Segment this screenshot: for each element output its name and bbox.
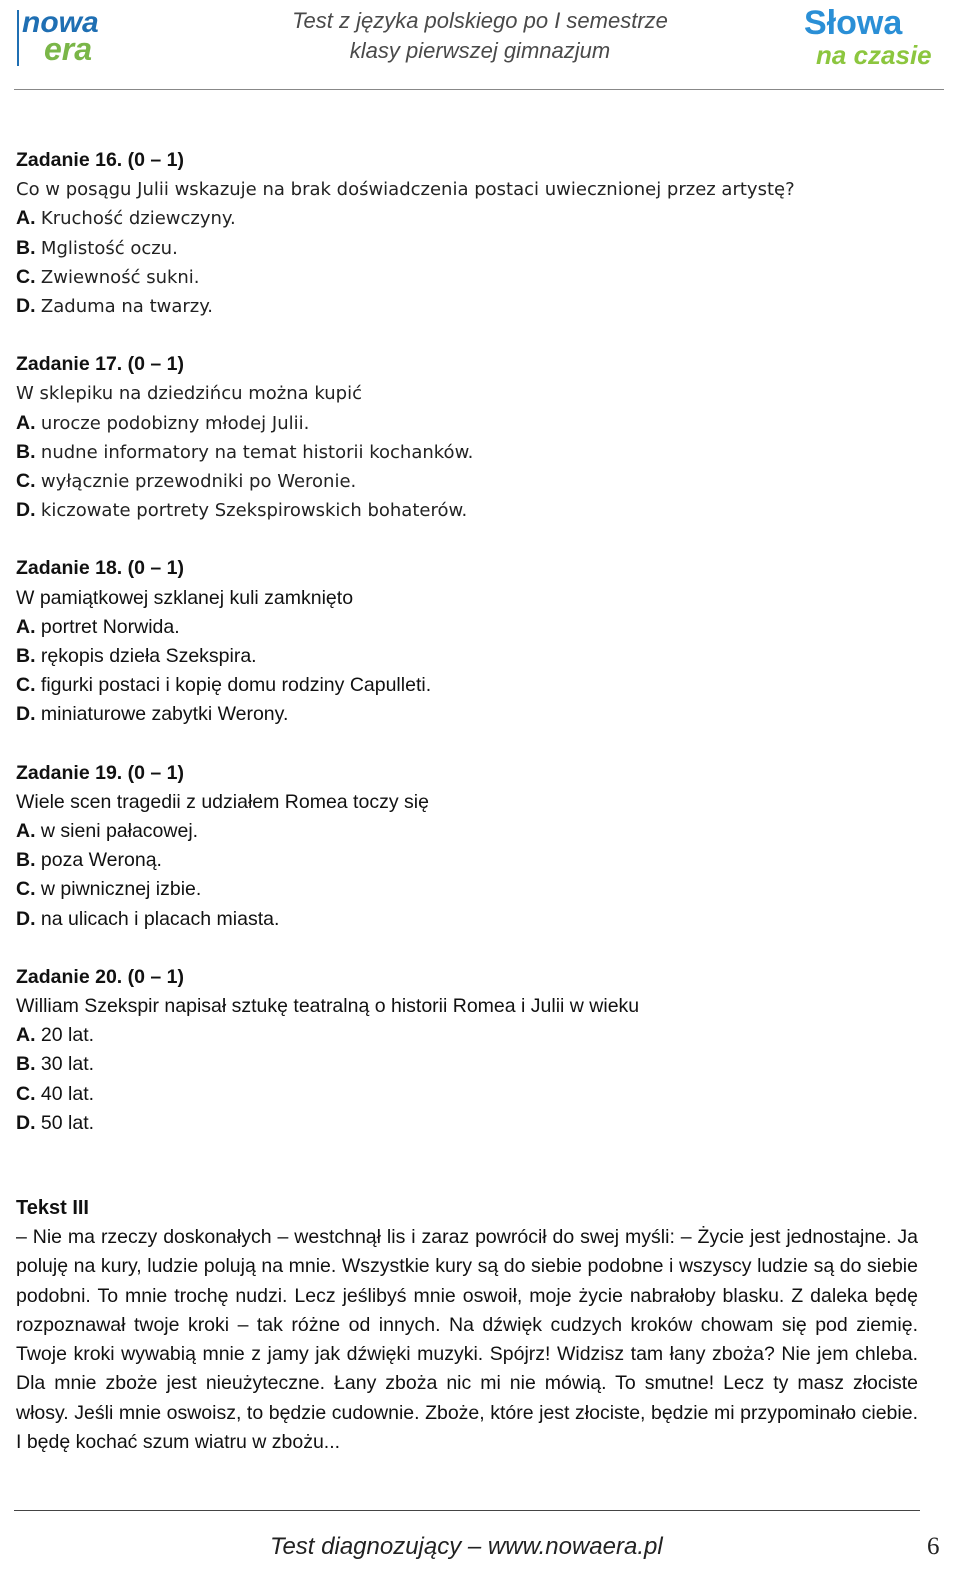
answer-option-text: w piwnicznej izbie. bbox=[40, 878, 202, 901]
answer-option-key: C. bbox=[16, 878, 36, 901]
page-header bbox=[0, 0, 960, 92]
task-question: Co w posągu Julii wskazuje na brak doświadczenia postaci uwiecznionej przez artystę? bbox=[16, 179, 795, 201]
svg-text:era: era bbox=[44, 31, 93, 67]
svg-text:Słowa: Słowa bbox=[804, 4, 903, 42]
answer-option bbox=[16, 292, 936, 321]
answer-option bbox=[16, 817, 936, 846]
answer-option-text: poza Weroną. bbox=[40, 849, 162, 872]
task-title: Zadanie 19. (0 – 1) bbox=[16, 761, 184, 784]
tasks-list bbox=[16, 146, 936, 1167]
task-title: Zadanie 16. (0 – 1) bbox=[16, 149, 184, 171]
answer-option-key: D. bbox=[16, 907, 36, 930]
svg-text:na czasie: na czasie bbox=[816, 40, 932, 70]
answer-option-key: D. bbox=[16, 295, 36, 318]
answer-option-key: A. bbox=[16, 820, 36, 843]
answer-option-key: B. bbox=[16, 849, 36, 872]
slowa-na-czasie-logo bbox=[796, 2, 946, 72]
answer-option-key: B. bbox=[16, 236, 36, 259]
answer-option-key: A. bbox=[16, 207, 36, 230]
answer-option-text: portret Norwida. bbox=[40, 615, 180, 638]
answer-option-text: urocze podobizny młodej Julii. bbox=[40, 412, 310, 434]
answer-option-key: A. bbox=[16, 1024, 36, 1047]
answer-option-text: wyłącznie przewodniki po Weronie. bbox=[40, 471, 357, 493]
answer-option-text: na ulicach i placach miasta. bbox=[40, 907, 280, 930]
answer-option bbox=[16, 204, 936, 233]
answer-option-text: Mglistość oczu. bbox=[40, 237, 178, 259]
answer-option bbox=[16, 700, 936, 729]
task-title: Zadanie 18. (0 – 1) bbox=[16, 557, 184, 580]
header-divider bbox=[14, 89, 944, 90]
answer-option-text: nudne informatory na temat historii kochanków. bbox=[40, 441, 474, 463]
answer-option bbox=[16, 1050, 936, 1079]
answer-option bbox=[16, 496, 936, 525]
answer-option bbox=[16, 438, 936, 467]
answer-option bbox=[16, 234, 936, 263]
answer-option-key: B. bbox=[16, 440, 36, 463]
answer-option-text: Zaduma na twarzy. bbox=[40, 296, 214, 318]
answer-option-key: A. bbox=[16, 615, 36, 638]
task-block bbox=[16, 350, 936, 525]
answer-option bbox=[16, 642, 936, 671]
answer-option bbox=[16, 409, 936, 438]
answer-option-key: D. bbox=[16, 703, 36, 726]
answer-option-text: w sieni pałacowej. bbox=[40, 820, 199, 843]
answer-option-key: D. bbox=[16, 1111, 36, 1134]
answer-option-key: C. bbox=[16, 674, 36, 697]
answer-option-text: Zwiewność sukni. bbox=[40, 266, 200, 288]
task-block bbox=[16, 554, 936, 729]
answer-option-text: 30 lat. bbox=[40, 1053, 95, 1076]
footer-text: Test diagnozujący – www.nowaera.pl bbox=[270, 1533, 663, 1560]
answer-option-text: 40 lat. bbox=[40, 1082, 95, 1105]
footer-divider bbox=[14, 1510, 920, 1511]
svg-text:nowa: nowa bbox=[22, 6, 99, 39]
answer-option-text: miniaturowe zabytki Werony. bbox=[40, 703, 289, 726]
task-question: W pamiątkowej szklanej kuli zamknięto bbox=[16, 586, 354, 609]
answer-option-text: Kruchość dziewczyny. bbox=[40, 208, 236, 230]
answer-option-key: C. bbox=[16, 470, 36, 493]
test-title-line2: klasy pierwszej gimnazjum bbox=[349, 38, 611, 63]
answer-option bbox=[16, 846, 936, 875]
answer-option-text: kiczowate portrety Szekspirowskich bohaterów. bbox=[40, 500, 468, 522]
task-title: Zadanie 17. (0 – 1) bbox=[16, 353, 184, 376]
answer-option-key: A. bbox=[16, 411, 36, 434]
task-question: Wiele scen tragedii z udziałem Romea toczy się bbox=[16, 790, 429, 813]
answer-option-text: 20 lat. bbox=[40, 1024, 95, 1047]
test-title bbox=[200, 6, 760, 66]
task-block bbox=[16, 759, 936, 934]
task-question: William Szekspir napisał sztukę teatralną o historii Romea i Julii w wieku bbox=[16, 995, 640, 1018]
answer-option bbox=[16, 875, 936, 904]
task-block bbox=[16, 963, 936, 1138]
answer-option bbox=[16, 263, 936, 292]
answer-option bbox=[16, 613, 936, 642]
task-question: W sklepiku na dziedzińcu można kupić bbox=[16, 383, 362, 405]
text-iii-body: – Nie ma rzeczy doskonałych – westchnął lis i zaraz powrócił do swej myśli: – Życie jest jednostajne. Ja poluję na kury, ludzie polują na mnie. Wszystkie kury są do siebie podobne i wszyscy ludzie są do siebie podobni. To mnie trochę nudzi. Lecz jeślibyś mnie oswoił, moje życie nabrałoby blasku. Z daleka będę rozpoznawał twoje kroki – tak różne od innych. Na dźwięk cudzych kroków chowam się pod ziemię. Twoje kroki wywabią mnie z jamy jak dźwięki muzyki. Spójrz! Widzisz tam łany zboża? Nie jem chleba. Dla mnie zboże jest nieużyteczne. Łany zboża nic mi nie mówią. To smutne! Lecz ty masz złociste włosy. Jeśli mnie oswoisz, to będzie cudownie. Zboże, które jest złociste, będzie mi przypominało ciebie. I będę kochać szum wiatru w zbożu... bbox=[16, 1226, 918, 1454]
answer-option-key: C. bbox=[16, 265, 36, 288]
answer-option-text: 50 lat. bbox=[40, 1111, 95, 1134]
answer-option-key: C. bbox=[16, 1082, 36, 1105]
answer-option bbox=[16, 1021, 936, 1050]
answer-option-key: B. bbox=[16, 1053, 36, 1076]
answer-option bbox=[16, 1109, 936, 1138]
text-iii-section bbox=[16, 1194, 918, 1457]
answer-option-key: D. bbox=[16, 499, 36, 522]
answer-option bbox=[16, 905, 936, 934]
page-number: 6 bbox=[927, 1533, 940, 1560]
task-title: Zadanie 20. (0 – 1) bbox=[16, 965, 184, 988]
answer-option-text: figurki postaci i kopię domu rodziny Capulleti. bbox=[40, 674, 432, 697]
answer-option bbox=[16, 467, 936, 496]
nowa-era-logo bbox=[14, 4, 106, 68]
task-block bbox=[16, 146, 936, 321]
text-iii-title: Tekst III bbox=[16, 1197, 89, 1219]
answer-option-key: B. bbox=[16, 645, 36, 668]
answer-option-text: rękopis dzieła Szekspira. bbox=[40, 645, 257, 668]
answer-option bbox=[16, 1080, 936, 1109]
answer-option bbox=[16, 671, 936, 700]
test-title-line1: Test z języka polskiego po I semestrze bbox=[292, 8, 668, 33]
